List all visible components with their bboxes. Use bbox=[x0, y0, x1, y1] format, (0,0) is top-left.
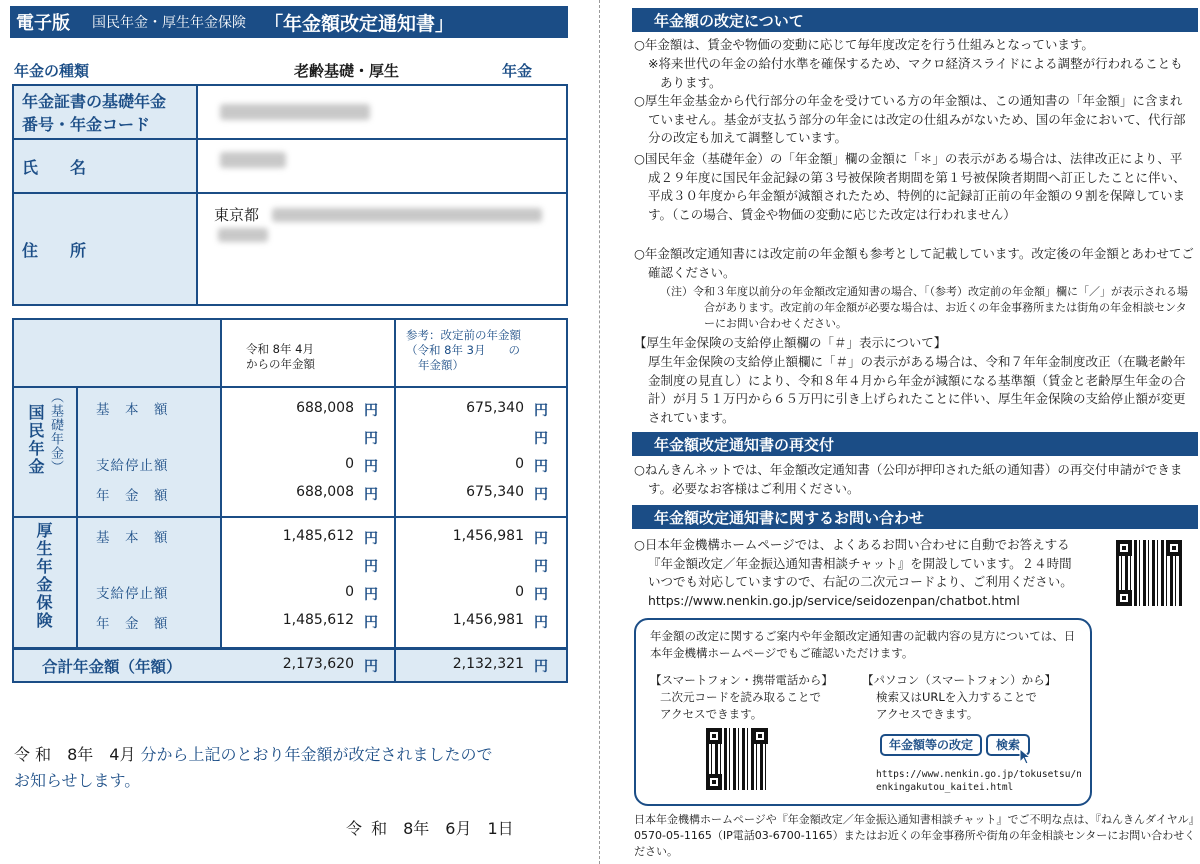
total-amount-previous: 2,132,321 bbox=[452, 656, 524, 672]
national-basic-label: 基 本 額 bbox=[96, 402, 169, 418]
previous-amount-header bbox=[406, 328, 521, 373]
name-row bbox=[14, 140, 566, 194]
box-phone-text: 二次元コードを読み取ることでアクセスできます。 bbox=[660, 690, 821, 721]
paragraph-chatbot: ○日本年金機構ホームページでは、よくあるお問い合わせに自動でお答えする『年金額改定／年金振込通知書相談チャット』を開設しています。２４時間いつでも対応していますので、右記の二次元コードより、ご利用ください。https://www.nenkin.go.jp/service/seidozenpan/chatbot.html bbox=[634, 537, 1073, 608]
box-intro: 年金額の改定に関するご案内や年金額改定通知書の記載内容の見方については、日本年金機構ホームページでもご確認いただけます。 bbox=[650, 629, 1076, 660]
employee-basic-previous: 1,456,981 bbox=[452, 528, 524, 544]
qr-finder bbox=[1116, 590, 1132, 606]
cursor-icon bbox=[1018, 748, 1034, 766]
address-value bbox=[210, 194, 566, 304]
yen-unit: 円 bbox=[364, 615, 378, 631]
yen-unit: 円 bbox=[534, 459, 548, 475]
national-stop-label: 支給停止額 bbox=[96, 458, 169, 474]
prev-header-line1: 参考：改定前の年金額 bbox=[406, 328, 521, 342]
yen-unit: 円 bbox=[534, 487, 548, 503]
redacted-name bbox=[220, 152, 286, 168]
current-header-line1: 令和 8年 4月 bbox=[246, 342, 314, 356]
notice-date: 令 和 8年 4月 bbox=[14, 745, 136, 764]
yen-unit: 円 bbox=[364, 431, 378, 447]
employee-annual-current: 1,485,612 bbox=[282, 612, 354, 628]
paragraph-pension-fund: ○厚生年金基金から代行部分の年金を受けている方の年金額は、この通知書の「年金額」に含まれていません。基金が支払う部分の年金には改定の仕組みがないため、国の年金において、代行部分の改定も加えて調整しています。 bbox=[634, 93, 1186, 145]
name-label-text: 氏 名 bbox=[22, 157, 87, 177]
yen-unit: 円 bbox=[534, 615, 548, 631]
paragraph-slash-note: （注）令和３年度以前分の年金額改定通知書の場合、「（参考）改定前の年金額」欄に「／」が表示される場合があります。改定前の年金額が必要な場合は、お近くの年金事務所または街角の年金相談センターにお問い合わせください。 bbox=[660, 285, 1188, 330]
section-header-revision: 年金額の改定について bbox=[632, 8, 1198, 32]
v-line-3 bbox=[394, 320, 396, 681]
prev-header-line3: 年金額） bbox=[418, 358, 464, 372]
document-header bbox=[10, 6, 568, 38]
national-pension-sublabel: （基礎年金） bbox=[48, 390, 63, 474]
paragraph-hash-note: 厚生年金保険の支給停止額欄に「＃」の表示がある場合は、令和７年年金制度改正（在職老齢年金制度の見直し）により、令和８年４月から年金が減額になる基準額（賃金と老齢厚生年金の合計）が月５１万円から６５万円に引き上げられたことに伴い、厚生年金保険の支給停止額が変更されています。 bbox=[648, 354, 1186, 425]
employee-annual-previous: 1,456,981 bbox=[452, 612, 524, 628]
current-amount-header bbox=[246, 342, 315, 372]
yen-unit: 円 bbox=[364, 587, 378, 603]
address-label-text: 住 所 bbox=[22, 240, 87, 260]
qr-finder bbox=[752, 728, 768, 744]
pension-kind-label: 年金の種類 bbox=[14, 62, 90, 80]
yen-unit: 円 bbox=[364, 487, 378, 503]
footer-contact: 日本年金機構ホームページや『年金額改定／年金振込通知書相談チャット』でご不明な点は、『ねんきんダイヤル』0570-05-1165（IP電話03-6700-1165）またはお近くの年金事務所や街角の年金相談センターにお問い合わせください。 bbox=[634, 813, 1196, 858]
qr-finder bbox=[706, 774, 722, 790]
pension-kind-row bbox=[14, 60, 568, 82]
yen-unit: 円 bbox=[534, 403, 548, 419]
homepage-info-box bbox=[634, 618, 1092, 806]
paragraph-reissue: ○ねんきんネットでは、年金額改定通知書（公印が押印された紙の通知書）の再交付申請ができます。必要なお客様はご利用ください。 bbox=[634, 462, 1183, 496]
h-line-3 bbox=[14, 647, 566, 650]
pension-number-row bbox=[14, 86, 566, 140]
yen-unit: 円 bbox=[534, 559, 548, 575]
paragraph-revision-mechanism: ○年金額は、賃金や物価の変動に応じて毎年度改定を行う仕組みとなっています。 bbox=[634, 37, 1094, 52]
address-row bbox=[14, 194, 566, 304]
h-line-1 bbox=[14, 386, 566, 388]
national-basic-current: 688,008 bbox=[296, 400, 354, 416]
national-stop-current: 0 bbox=[345, 456, 354, 472]
h-line-2 bbox=[14, 516, 566, 518]
document-title: 「年金額改定通知書」 bbox=[264, 12, 455, 35]
prev-header-line2: （令和 8年 3月 の bbox=[406, 343, 520, 357]
pension-number-label-line2: 番号・年金コード bbox=[22, 115, 151, 134]
employee-basic-current: 1,485,612 bbox=[282, 528, 354, 544]
section-header-inquiry: 年金額改定通知書に関するお問い合わせ bbox=[632, 505, 1198, 529]
homepage-qr-code[interactable] bbox=[706, 728, 768, 790]
issue-date: 令 和 8年 6月 1日 bbox=[346, 819, 514, 838]
yen-unit: 円 bbox=[364, 531, 378, 547]
search-button[interactable]: 検索 bbox=[986, 734, 1030, 756]
pension-amount-table bbox=[12, 318, 568, 683]
address-prefecture: 東京都 bbox=[214, 206, 260, 224]
header-bg bbox=[14, 320, 220, 386]
address-label bbox=[14, 194, 198, 304]
header-subtitle: 国民年金・厚生年金保険 bbox=[92, 15, 246, 31]
paragraph-previous-amount: ○年金額改定通知書には改定前の年金額も参考として記載しています。改定後の年金額とあわせてご確認ください。 bbox=[634, 246, 1194, 280]
pension-kind-suffix: 年金 bbox=[502, 62, 533, 80]
yen-unit: 円 bbox=[364, 459, 378, 475]
paragraph-asterisk-note: ○国民年金（基礎年金）の「年金額」欄の金額に「＊」の表示がある場合は、法律改正により、平成２９年度に国民年金記録の第３号被保険者期間を第１号被保険者期間へ訂正したことに伴い、平成３０年度から年金額が減額されたため、特例的に記録訂正前の年金額の９割を保障しています。（この場合、賃金や物価の変動に応じた改定は行われません） bbox=[634, 151, 1186, 222]
national-pension-label: 国民年金 bbox=[26, 404, 45, 476]
notice-text: 分から上記のとおり年金額が改定されましたので bbox=[140, 745, 493, 764]
name-value bbox=[210, 140, 566, 192]
national-annual-current: 688,008 bbox=[296, 484, 354, 500]
current-header-line2: からの年金額 bbox=[246, 357, 315, 371]
employee-annual-label: 年 金 額 bbox=[96, 616, 169, 632]
box-pc-title: 【パソコン（スマートフォン）から】 bbox=[862, 673, 1057, 687]
pension-number-value bbox=[210, 86, 566, 138]
employee-stop-current: 0 bbox=[345, 584, 354, 600]
yen-unit: 円 bbox=[534, 659, 548, 675]
name-label bbox=[14, 140, 198, 192]
yen-unit: 円 bbox=[534, 587, 548, 603]
recipient-info-table bbox=[12, 84, 568, 306]
employee-pension-label: 厚生年金保険 bbox=[34, 522, 53, 630]
yen-unit: 円 bbox=[534, 431, 548, 447]
yen-unit: 円 bbox=[534, 531, 548, 547]
qr-finder bbox=[1116, 540, 1132, 556]
employee-stop-previous: 0 bbox=[515, 584, 524, 600]
pension-number-label bbox=[14, 86, 198, 138]
pension-number-label-line1: 年金証書の基礎年金 bbox=[22, 92, 167, 111]
national-basic-previous: 675,340 bbox=[466, 400, 524, 416]
paragraph-hash-title: 【厚生年金保険の支給停止額欄の「＃」表示について】 bbox=[634, 335, 947, 350]
edition-label: 電子版 bbox=[16, 13, 70, 34]
redacted-address-line1 bbox=[272, 208, 542, 222]
notice-left-page bbox=[0, 0, 590, 864]
redacted-address-line2 bbox=[218, 228, 268, 242]
notice-text-line2: お知らせします。 bbox=[14, 771, 141, 790]
redacted-pension-number bbox=[220, 104, 370, 120]
box-phone-title: 【スマートフォン・携帯電話から】 bbox=[650, 673, 833, 687]
national-stop-previous: 0 bbox=[515, 456, 524, 472]
total-amount-current: 2,173,620 bbox=[282, 656, 354, 672]
yen-unit: 円 bbox=[364, 659, 378, 675]
box-pc-text: 検索又はURLを入力することでアクセスできます。 bbox=[876, 690, 1037, 721]
revision-notice bbox=[14, 742, 574, 794]
notice-right-page bbox=[622, 0, 1200, 864]
total-amount-label: 合計年金額（年額） bbox=[42, 658, 182, 676]
national-annual-label: 年 金 額 bbox=[96, 488, 169, 504]
qr-finder bbox=[706, 728, 722, 744]
v-line-2 bbox=[220, 320, 222, 649]
search-term-box[interactable]: 年金額等の改定 bbox=[880, 734, 982, 756]
national-annual-previous: 675,340 bbox=[466, 484, 524, 500]
section-header-reissue: 年金額改定通知書の再交付 bbox=[632, 432, 1198, 456]
yen-unit: 円 bbox=[364, 559, 378, 575]
yen-unit: 円 bbox=[364, 403, 378, 419]
page-divider bbox=[599, 0, 600, 864]
qr-finder bbox=[1166, 540, 1182, 556]
pension-kind-value: 老齢基礎・厚生 bbox=[294, 62, 400, 80]
employee-stop-label: 支給停止額 bbox=[96, 586, 169, 602]
employee-basic-label: 基 本 額 bbox=[96, 530, 169, 546]
chatbot-qr-code[interactable] bbox=[1116, 540, 1182, 606]
box-url[interactable]: https://www.nenkin.go.jp/tokusetsu/nenkingakutou_kaitei.html bbox=[876, 769, 1082, 793]
paragraph-macro-slide-note: ※将来世代の年金の給付水準を確保するため、マクロ経済スライドによる調整が行われることもあります。 bbox=[648, 56, 1183, 90]
